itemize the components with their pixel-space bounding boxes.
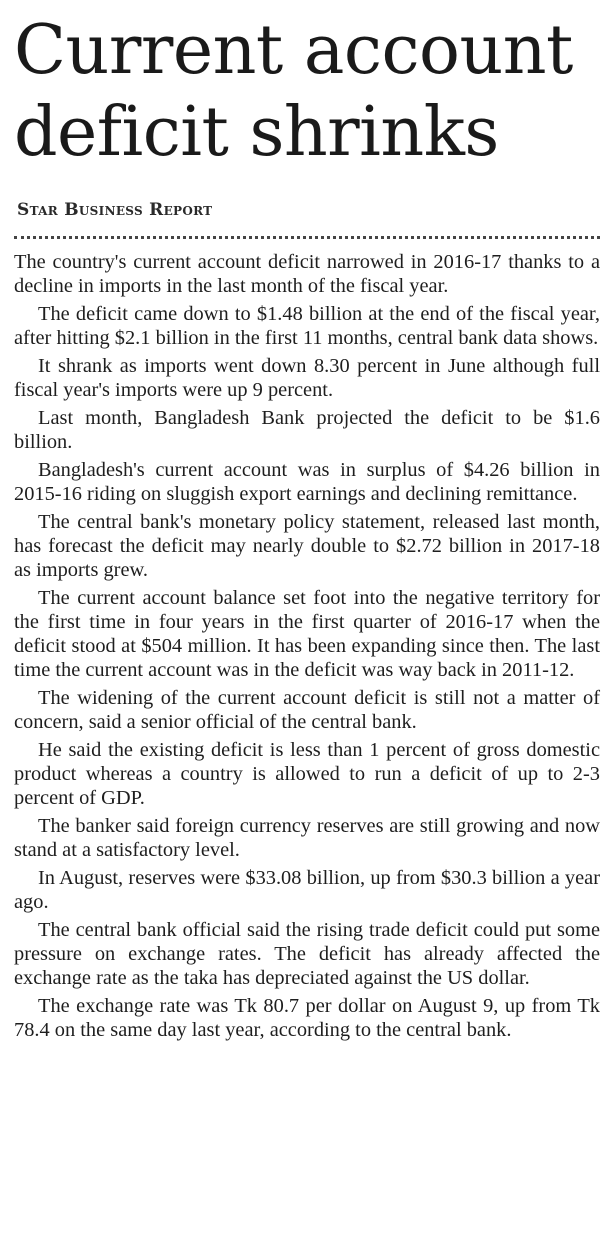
headline bbox=[14, 10, 573, 174]
paragraph: The central bank official said the rising trade deficit could put some pressure on exchange rates. The deficit has already affected the exchange rate as the taka has depreciated against the US dollar. bbox=[14, 919, 600, 989]
paragraph: It shrank as imports went down 8.30 percent in June although full fiscal year's imports were up 9 percent. bbox=[14, 355, 600, 401]
headline-line-2: deficit shrinks bbox=[14, 93, 499, 172]
dotted-divider bbox=[14, 236, 600, 239]
paragraph: The central bank's monetary policy statement, released last month, has forecast the deficit may nearly double to $2.72 billion in 2017-18 as imports grew. bbox=[14, 511, 600, 581]
byline: Star Business Report bbox=[17, 200, 213, 220]
headline-line-1: Current account bbox=[14, 11, 573, 90]
paragraph: Bangladesh's current account was in surplus of $4.26 billion in 2015-16 riding on sluggish export earnings and declining remittance. bbox=[14, 459, 600, 505]
paragraph: Last month, Bangladesh Bank projected the deficit to be $1.6 billion. bbox=[14, 407, 600, 453]
paragraph: The banker said foreign currency reserves are still growing and now stand at a satisfactory level. bbox=[14, 815, 600, 861]
paragraph: The deficit came down to $1.48 billion at the end of the fiscal year, after hitting $2.1 billion in the first 11 months, central bank data shows. bbox=[14, 303, 600, 349]
paragraph: In August, reserves were $33.08 billion, up from $30.3 billion a year ago. bbox=[14, 867, 600, 913]
paragraph: The current account balance set foot into the negative territory for the first time in four years in the first quarter of 2016-17 when the deficit stood at $504 million. It has been expanding since then. The last time the current account was in the deficit was way back in 2011-12. bbox=[14, 587, 600, 681]
paragraph: The country's current account deficit narrowed in 2016-17 thanks to a decline in imports in the last month of the fiscal year. bbox=[14, 251, 600, 297]
article-body bbox=[14, 250, 600, 1046]
paragraph: The exchange rate was Tk 80.7 per dollar on August 9, up from Tk 78.4 on the same day last year, according to the central bank. bbox=[14, 995, 600, 1041]
paragraph: The widening of the current account deficit is still not a matter of concern, said a senior official of the central bank. bbox=[14, 687, 600, 733]
paragraph: He said the existing deficit is less than 1 percent of gross domestic product whereas a country is allowed to run a deficit of up to 2-3 percent of GDP. bbox=[14, 739, 600, 809]
